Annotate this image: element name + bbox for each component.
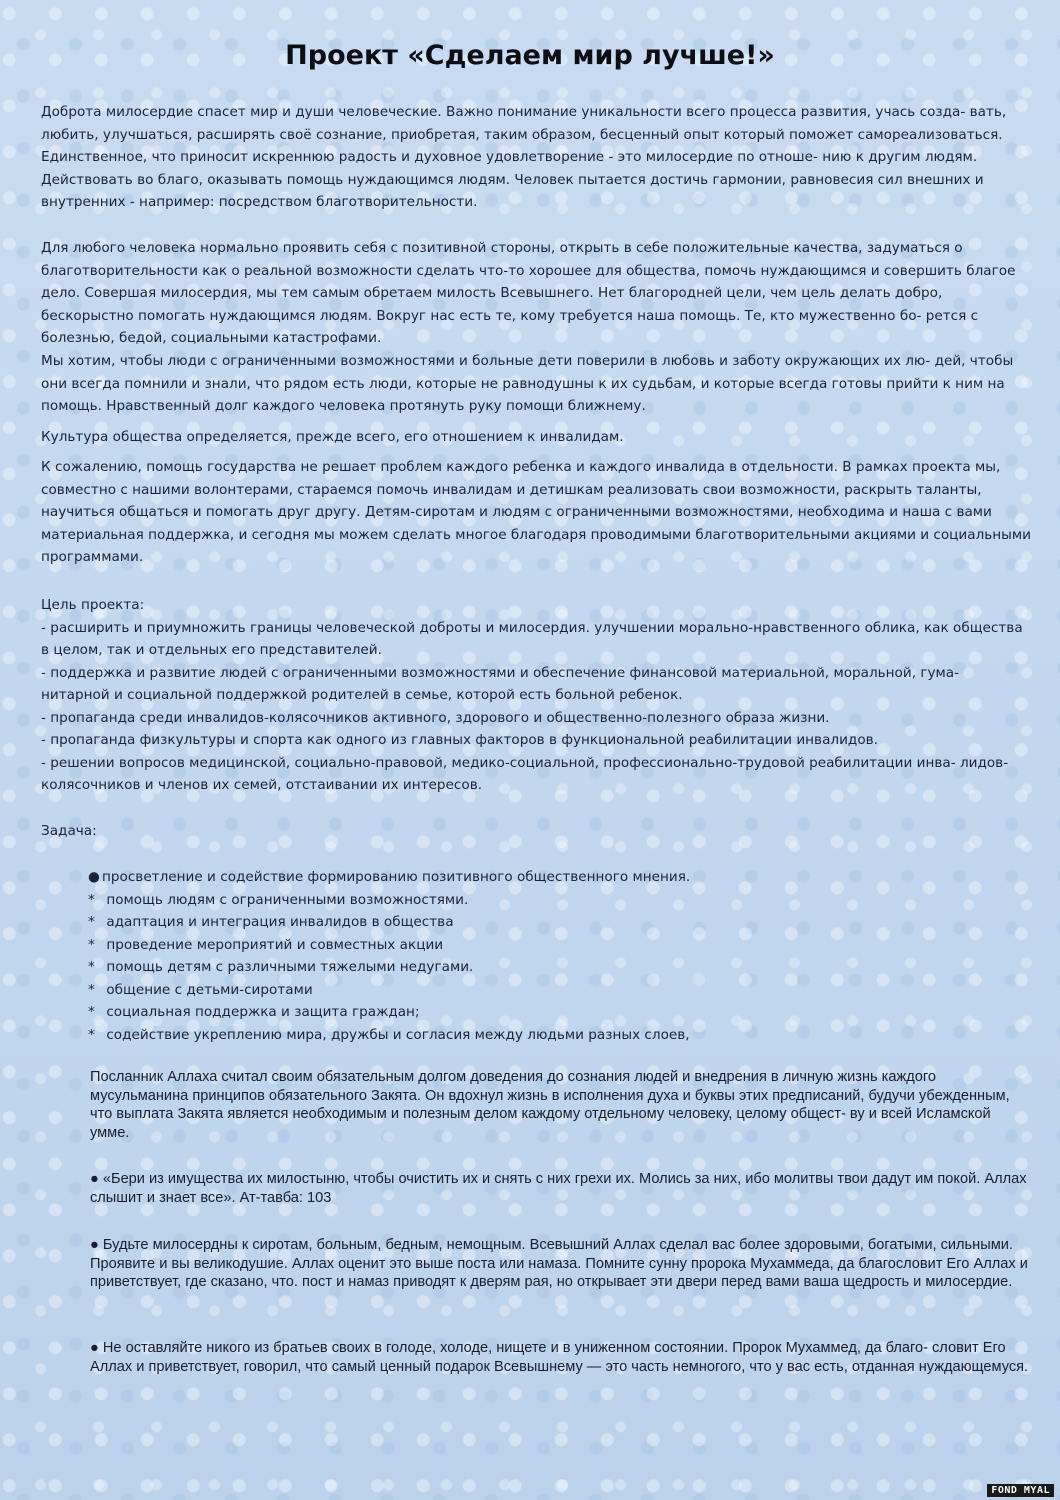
goal-item: - расширить и приумножить границы человеческой доброты и милосердия. улучшении морально-нравственного облика, как общества в целом, так и отдельных его представителей. <box>41 619 1023 658</box>
task-text: проведение мероприятий и совместных акции <box>106 936 444 953</box>
task-item <box>88 1024 988 1047</box>
tasks-heading: Задача: <box>41 823 97 839</box>
intro-paragraph-2: Для любого человека нормально проявить себя с позитивной стороны, открыть в себе положительные качества, задуматься о благотворительности как о реальной возможности сделать что-то хорошее для общества, помочь нуждающимся и совершить благое дело. Совершая милосердия, мы тем самым обретаем милость Всевышнего. Нет благородней цели, чем цель делать добро, бескорыстно помогать нуждающимся людям. Вокруг нас есть те, кому требуется наша помощь. Те, кто мужественно бо- рется с болезнью, бедой, социальными катастрофами. <box>41 240 1016 346</box>
task-item <box>88 866 988 889</box>
bullet-marker: * <box>88 914 95 930</box>
intro-paragraph-3: Мы хотим, чтобы люди с ограниченными возможностями и больные дети поверили в любовь и заботу окружающих их лю- дей, чтобы они всегда помнили и знали, что рядом есть люди, которые не равнодушны к их судьбам, и которые всегда готовы прийти к ним на помощь. Нравственный долг каждого человека протянуть руку помощи ближнему. <box>41 353 1014 414</box>
goal-item: - поддержка и развитие людей с ограниченными возможностями и обеспечение финансовой материальной, моральной, гума- нитарной и социальной поддержкой родителей в семье, которой есть больной ребенок. <box>41 664 960 703</box>
bullet-marker: * <box>88 1026 95 1043</box>
task-item <box>88 956 988 979</box>
goal-item: - решении вопросов медицинской, социально-правовой, медико-социальной, профессионально-трудовой реабилитации инва- лидов-колясочников и членов их семей, отстаивании их интересов. <box>41 754 1009 793</box>
task-text: адаптация и интеграция инвалидов в общества <box>106 914 454 930</box>
task-item <box>88 1001 988 1024</box>
bullet-marker: ● <box>88 869 100 885</box>
intro-paragraph-1: Доброта милосердие спасет мир и души человеческие. Важно понимание уникальности всего процесса развития, учась созда- вать, любить, улучшаться, расширять своё сознание, приобретая, таким образом, бесценный опыт который поможет самореализоваться. Единственное, что приносит искреннюю радость и духовное удовлетворение - это милосердие по отноше- нию к другим людям. Действовать во благо, оказывать помощь нуждающимся людям. Человек пытается достичь гармонии, равновесия сил внешних и внутренних - например: посредством благотворительности. <box>41 104 1007 210</box>
tasks-list <box>88 866 988 1046</box>
quote-brothers: ● Не оставляйте никого из братьев своих в голоде, холоде, нищете и в униженном состоянии. Пророк Мухаммед, да благо- словит Его Аллах и приветствует, говорил, что самый ценный подарок Всевышнему — это часть немногого, что у вас есть, отданная нуждающемуся. <box>90 1340 1029 1375</box>
goal-item: - пропаганда физкультуры и спорта как одного из главных факторов в функциональной реабилитации инвалидов. <box>41 732 878 748</box>
intro-paragraph-4: Культура общества определяется, прежде всего, его отношением к инвалидам. <box>41 429 624 445</box>
intro-paragraph-5: К сожалению, помощь государства не решает проблем каждого ребенка и каждого инвалида в отдельности. В рамках проекта мы, совместно с нашими волонтерами, стараемся помочь инвалидам и детишкам реализовать свои возможности, раскрыть таланты, научиться общаться и помогать друг другу. Детям-сиротам и людям с ограниченными возможностями, необходима и наша с вами материальная поддержка, и сегодня мы можем сделать многое благодаря проводимыми благотворительными акциями и социальными программами. <box>41 459 1032 565</box>
task-item <box>88 889 988 912</box>
bullet-marker: * <box>88 891 95 908</box>
goal-item: - пропаганда среди инвалидов-колясочников активного, здорового и общественно-полезного образа жизни. <box>41 709 830 726</box>
task-text: помощь людям с ограниченными возможностями. <box>106 891 469 908</box>
bullet-marker: * <box>88 1004 95 1020</box>
task-text: помощь детям с различными тяжелыми недугами. <box>106 959 474 975</box>
task-item <box>88 934 988 957</box>
task-item <box>88 979 988 1002</box>
page-title: Проект «Сделаем мир лучше!» <box>285 40 775 71</box>
task-text: просветление и содействие формированию позитивного общественного мнения. <box>102 869 691 885</box>
task-text: содействие укреплению мира, дружбы и согласия между людьми разных слоев, <box>106 1026 690 1043</box>
quote-mercy: ● Будьте милосердны к сиротам, больным, бедным, немощным. Всевышний Аллах сделал вас более здоровыми, богатыми, сильными. Проявите и вы великодушие. Аллах оценит это выше поста или намаза. Помните сунну пророка Мухаммеда, да благословит Его Аллах и приветствует, где сказано, что. пост и намаз приводят к дверям рая, но открывает эти двери перед вами ваша щедрость и милосердие. <box>90 1237 1028 1291</box>
goals-section <box>41 594 1031 797</box>
bullet-marker: * <box>88 981 95 998</box>
quote-atawba: ● «Бери из имущества их милостыню, чтобы очистить их и снять с них грехи их. Молись за них, ибо молитвы твои дадут им покой. Аллах слышит и знает все». Ат-тавба: 103 <box>90 1171 1027 1206</box>
zakat-paragraph: Посланник Аллаха считал своим обязательным долгом доведения до сознания людей и внедрения в личную жизнь каждого мусульманина принципов обязательного Закята. Он вдохнул жизнь в исполнения духа и буквы этих предписаний, будучи убежденным, что выплата Закята является необходимым и полезным делом каждому отдельному человеку, целому общест- ву и всей Исламской умме. <box>90 1069 1010 1141</box>
task-item <box>88 911 988 934</box>
task-text: социальная поддержка и защита граждан; <box>106 1004 420 1020</box>
bullet-marker: * <box>88 936 95 953</box>
goals-heading: Цель проекта: <box>41 597 145 613</box>
task-text: общение с детьми-сиротами <box>106 981 313 998</box>
bullet-marker: * <box>88 959 95 975</box>
watermark: FOND MYAL <box>987 1484 1054 1497</box>
